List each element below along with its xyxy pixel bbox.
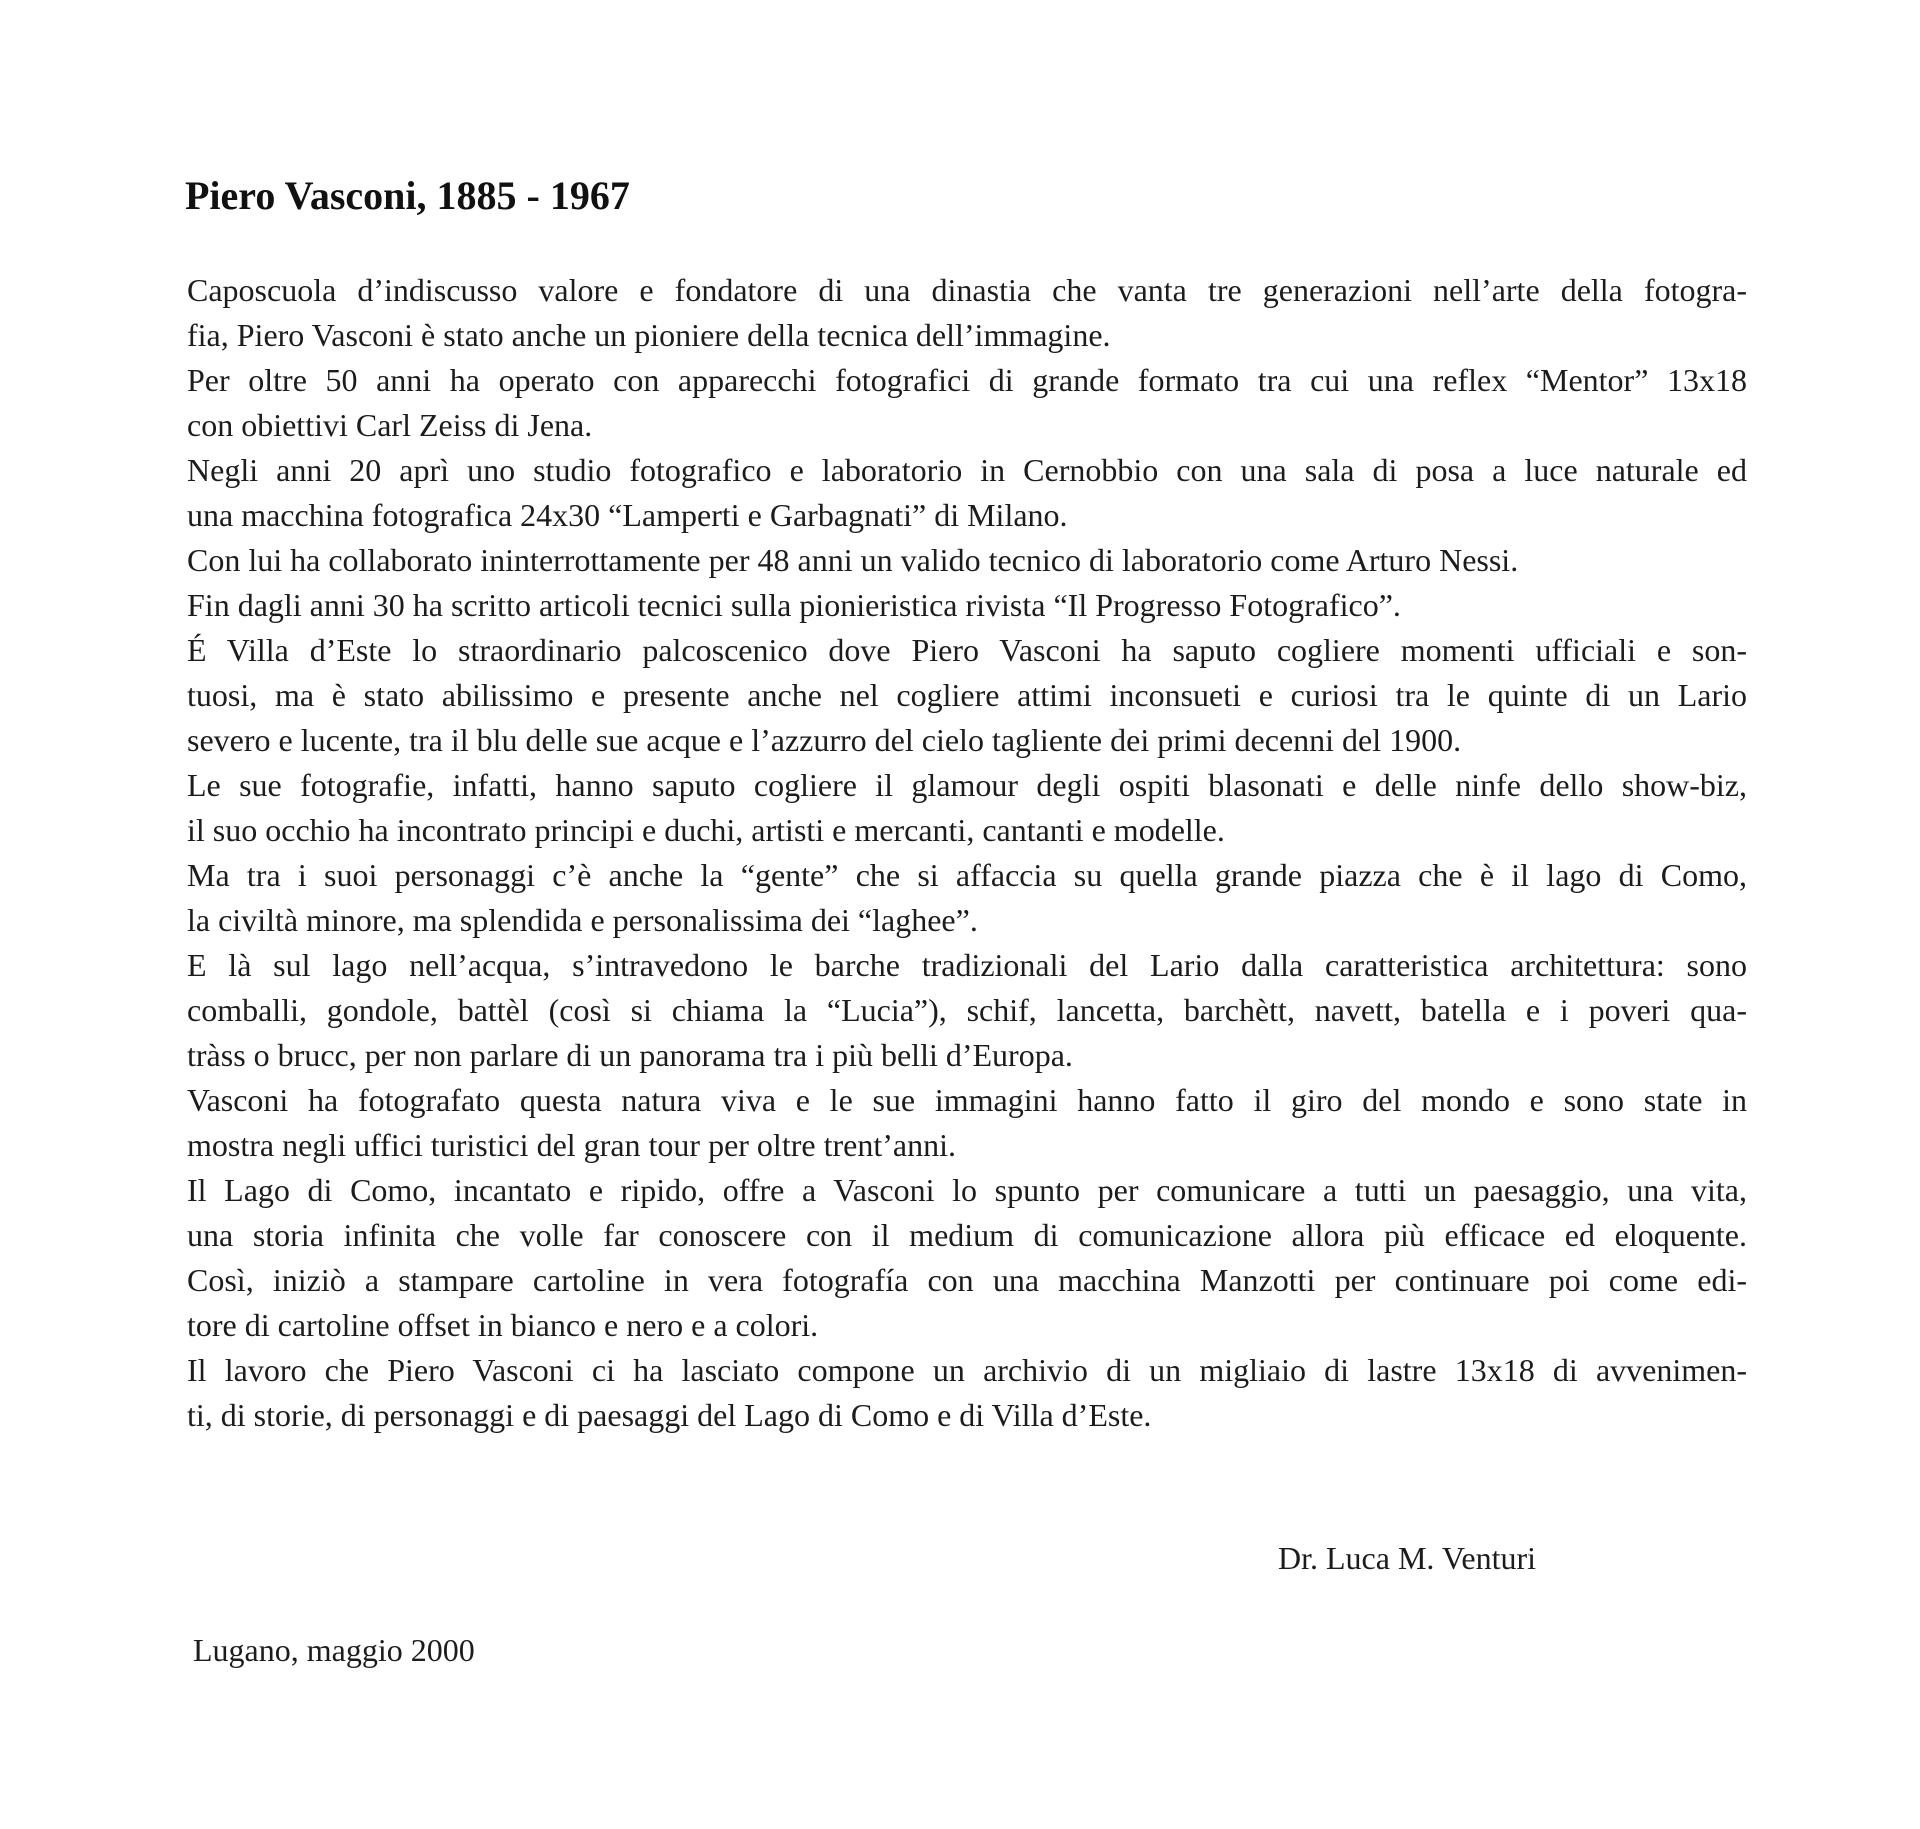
body-line: tràss o brucc, per non parlare di un panorama tra i più belli d’Europa. (187, 1037, 1073, 1073)
body-line: Caposcuola d’indiscusso valore e fondatore di una dinastia che vanta tre generazioni nell’arte della fotogra- (187, 272, 1747, 308)
body-line: Fin dagli anni 30 ha scritto articoli tecnici sulla pionieristica rivista “Il Progresso Fotografico”. (187, 587, 1401, 623)
body-line: comballi, gondole, battèl (così si chiama la “Lucia”), schif, lancetta, barchètt, navett, batella e i poveri qua- (187, 992, 1747, 1028)
body-line: il suo occhio ha incontrato principi e duchi, artisti e mercanti, cantanti e modelle. (187, 812, 1225, 848)
body-line: con obiettivi Carl Zeiss di Jena. (187, 407, 593, 443)
place-date: Lugano, maggio 2000 (193, 1632, 475, 1668)
author-signature: Dr. Luca M. Venturi (1278, 1540, 1537, 1576)
body-line: ti, di storie, di personaggi e di paesaggi del Lago di Como e di Villa d’Este. (187, 1397, 1152, 1433)
body-line: fia, Piero Vasconi è stato anche un pioniere della tecnica dell’immagine. (187, 317, 1111, 353)
body-line: mostra negli uffici turistici del gran tour per oltre trent’anni. (187, 1127, 956, 1163)
body-line: Con lui ha collaborato ininterrottamente per 48 anni un valido tecnico di laboratorio come Arturo Nessi. (187, 542, 1519, 578)
body-line: Ma tra i suoi personaggi c’è anche la “gente” che si affaccia su quella grande piazza che è il lago di Como, (187, 857, 1747, 893)
body-line: una macchina fotografica 24x30 “Lamperti e Garbagnati” di Milano. (187, 497, 1068, 533)
body-line: Il lavoro che Piero Vasconi ci ha lasciato compone un archivio di un migliaio di lastre 13x18 di avvenimen- (187, 1352, 1747, 1388)
body-line: la civiltà minore, ma splendida e personalissima dei “laghee”. (187, 902, 978, 938)
document-title: Piero Vasconi, 1885 - 1967 (185, 173, 630, 218)
body-line: Vasconi ha fotografato questa natura viva e le sue immagini hanno fatto il giro del mondo e sono state in (187, 1082, 1747, 1118)
body-line: una storia infinita che volle far conoscere con il medium di comunicazione allora più efficace ed eloquente. (187, 1217, 1747, 1253)
body-line: E là sul lago nell’acqua, s’intravedono le barche tradizionali del Lario dalla caratteristica architettura: sono (187, 947, 1747, 983)
body-line: Per oltre 50 anni ha operato con apparecchi fotografici di grande formato tra cui una reflex “Mentor” 13x18 (187, 362, 1747, 398)
body-line: Il Lago di Como, incantato e ripido, offre a Vasconi lo spunto per comunicare a tutti un paesaggio, una vita, (187, 1172, 1747, 1208)
body-line: Negli anni 20 aprì uno studio fotografico e laboratorio in Cernobbio con una sala di posa a luce naturale ed (187, 452, 1747, 488)
body-line: É Villa d’Este lo straordinario palcoscenico dove Piero Vasconi ha saputo cogliere momenti ufficiali e son- (187, 632, 1747, 668)
body-line: severo e lucente, tra il blu delle sue acque e l’azzurro del cielo tagliente dei primi decenni del 1900. (187, 722, 1462, 758)
body-line: tuosi, ma è stato abilissimo e presente anche nel cogliere attimi inconsueti e curiosi tra le quinte di un Lario (187, 677, 1747, 713)
body-line: Così, iniziò a stampare cartoline in vera fotografía con una macchina Manzotti per continuare poi come edi- (187, 1262, 1747, 1298)
body-line: Le sue fotografie, infatti, hanno saputo cogliere il glamour degli ospiti blasonati e delle ninfe dello show-biz, (187, 767, 1747, 803)
body-line: tore di cartoline offset in bianco e nero e a colori. (187, 1307, 819, 1343)
body-text (187, 268, 1747, 1438)
